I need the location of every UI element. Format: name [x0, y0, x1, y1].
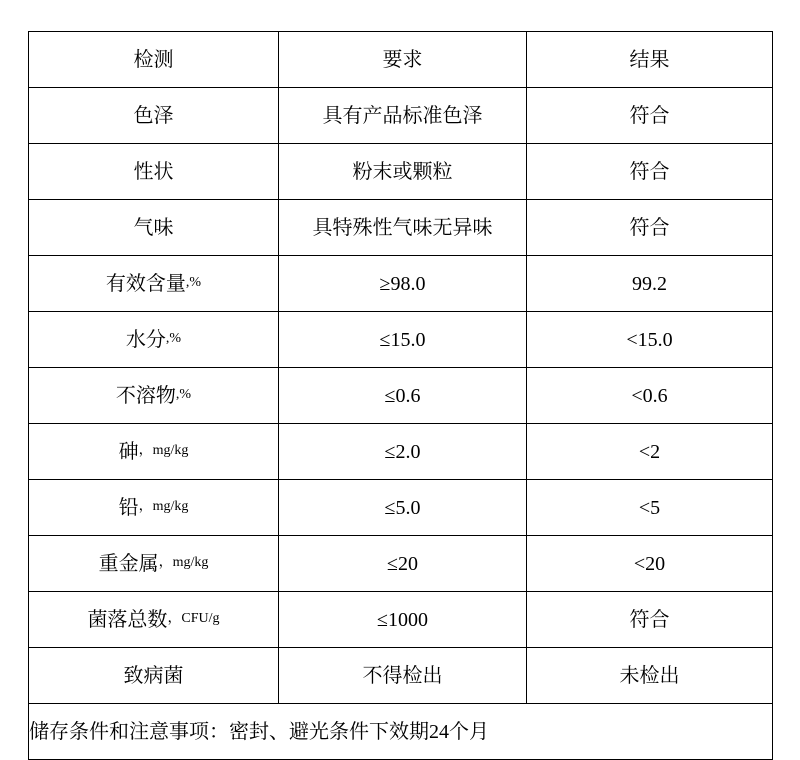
cell-item — [29, 312, 279, 368]
requirement-value: 不得检出 — [362, 664, 443, 687]
requirement-value: ≥98.0 — [379, 272, 426, 295]
cell-item — [29, 256, 279, 312]
storage-note: 储存条件和注意事项：密封、避光条件下效期24个月 — [29, 720, 489, 743]
result-value: <0.6 — [631, 384, 668, 407]
table-row — [29, 144, 773, 200]
item-name: 性状 — [133, 160, 174, 183]
cell-item — [29, 200, 279, 256]
cell-result — [527, 312, 773, 368]
cell-requirement — [279, 424, 527, 480]
item-name: 致病菌 — [123, 664, 184, 687]
item-name: 水分 — [125, 328, 166, 351]
cell-result — [527, 592, 773, 648]
requirement-value: 粉末或颗粒 — [352, 160, 453, 183]
cell-requirement — [279, 144, 527, 200]
spec-table-container — [28, 31, 772, 760]
item-unit: ，mg/kg — [138, 499, 189, 515]
item-unit: ，mg/kg — [138, 443, 189, 459]
item-name: 有效含量 — [105, 272, 186, 295]
table-row — [29, 256, 773, 312]
table-row — [29, 480, 773, 536]
item-unit: ,% — [185, 275, 202, 291]
cell-requirement — [279, 312, 527, 368]
table-row — [29, 312, 773, 368]
item-cell-inner — [29, 536, 278, 591]
header-cell-item — [29, 32, 279, 88]
result-value: 符合 — [629, 160, 670, 183]
item-cell-inner — [29, 88, 278, 143]
cell-requirement — [279, 592, 527, 648]
cell-result — [527, 480, 773, 536]
cell-result — [527, 144, 773, 200]
requirement-value: ≤2.0 — [384, 440, 421, 463]
item-unit: ，CFU/g — [167, 611, 220, 627]
requirement-value: ≤20 — [387, 552, 418, 575]
header-result-label: 结果 — [629, 48, 670, 71]
cell-result — [527, 424, 773, 480]
result-value: 符合 — [629, 608, 670, 631]
result-value: 符合 — [629, 104, 670, 127]
spec-table — [28, 31, 773, 760]
cell-result — [527, 368, 773, 424]
header-item-label: 检测 — [133, 48, 174, 71]
cell-requirement — [279, 200, 527, 256]
cell-item — [29, 88, 279, 144]
cell-requirement — [279, 480, 527, 536]
header-cell-result — [527, 32, 773, 88]
cell-result — [527, 88, 773, 144]
item-cell-inner — [29, 480, 278, 535]
cell-item — [29, 536, 279, 592]
item-name: 气味 — [133, 216, 174, 239]
result-value: <20 — [633, 552, 666, 575]
item-unit: ，mg/kg — [158, 555, 209, 571]
cell-requirement — [279, 256, 527, 312]
requirement-value: 具特殊性气味无异味 — [312, 216, 493, 239]
requirement-value: 具有产品标准色泽 — [322, 104, 483, 127]
table-header-row — [29, 32, 773, 88]
cell-requirement — [279, 648, 527, 704]
table-row — [29, 648, 773, 704]
item-cell-inner — [29, 144, 278, 199]
cell-result — [527, 256, 773, 312]
cell-result — [527, 648, 773, 704]
requirement-value: ≤0.6 — [384, 384, 421, 407]
item-cell-inner — [29, 256, 278, 311]
requirement-value: ≤5.0 — [384, 496, 421, 519]
cell-item — [29, 480, 279, 536]
item-name: 菌落总数 — [87, 608, 168, 631]
header-requirement-label: 要求 — [382, 48, 423, 71]
item-cell-inner — [29, 368, 278, 423]
item-cell-inner — [29, 424, 278, 479]
result-value: 未检出 — [619, 664, 680, 687]
item-cell-inner — [29, 200, 278, 255]
table-row — [29, 368, 773, 424]
cell-requirement — [279, 536, 527, 592]
cell-result — [527, 200, 773, 256]
item-unit: ,% — [165, 331, 182, 347]
result-value: 符合 — [629, 216, 670, 239]
cell-requirement — [279, 88, 527, 144]
table-row — [29, 88, 773, 144]
footer-cell — [29, 704, 773, 760]
item-name: 砷 — [118, 440, 139, 463]
table-row — [29, 592, 773, 648]
item-unit: ,% — [175, 387, 192, 403]
item-name: 铅 — [118, 496, 139, 519]
table-footer-row — [29, 704, 773, 760]
table-row — [29, 536, 773, 592]
cell-requirement — [279, 368, 527, 424]
requirement-value: ≤15.0 — [379, 328, 426, 351]
result-value: <5 — [638, 496, 661, 519]
table-row — [29, 424, 773, 480]
requirement-value: ≤1000 — [377, 608, 428, 631]
item-name: 色泽 — [133, 104, 174, 127]
cell-item — [29, 592, 279, 648]
header-cell-requirement — [279, 32, 527, 88]
item-cell-inner — [29, 592, 278, 647]
item-name: 重金属 — [98, 552, 159, 575]
cell-item — [29, 424, 279, 480]
result-value: <15.0 — [626, 328, 673, 351]
item-name: 不溶物 — [115, 384, 176, 407]
item-cell-inner — [29, 648, 278, 703]
result-value: 99.2 — [632, 272, 667, 295]
cell-item — [29, 368, 279, 424]
table-row — [29, 200, 773, 256]
cell-item — [29, 648, 279, 704]
cell-result — [527, 536, 773, 592]
result-value: <2 — [638, 440, 661, 463]
cell-item — [29, 144, 279, 200]
item-cell-inner — [29, 312, 278, 367]
